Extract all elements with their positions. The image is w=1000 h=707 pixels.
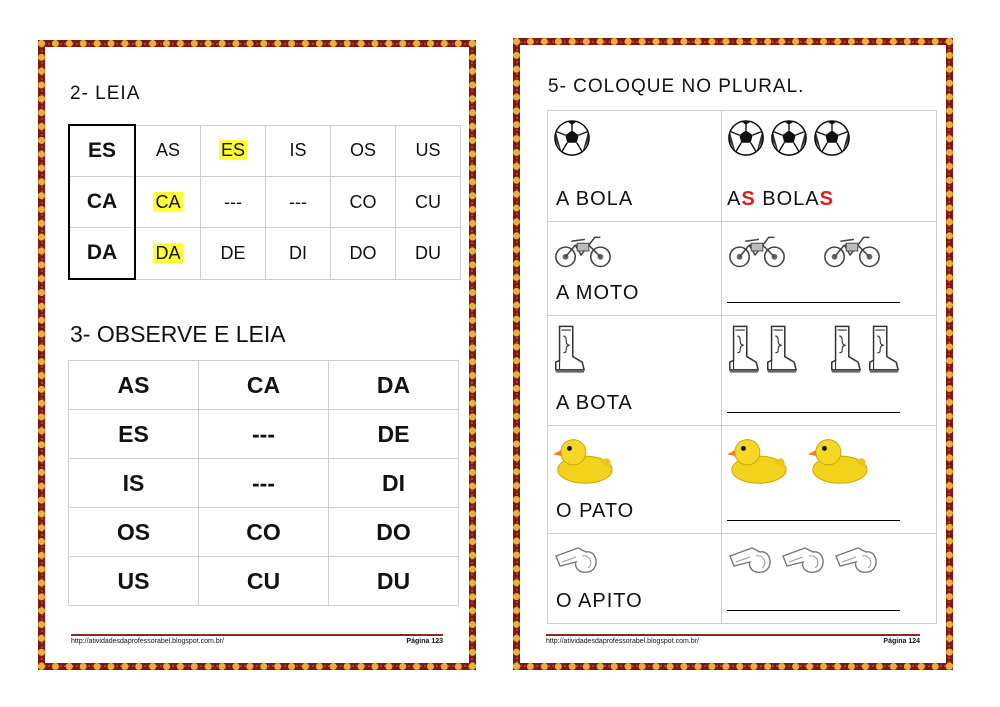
- leia-syllable-cell: [266, 228, 331, 280]
- observe-grid-row: [69, 557, 459, 606]
- highlighted-syllable: CA: [155, 191, 181, 212]
- leia-syllable-cell: [201, 228, 266, 280]
- boot-icon: [552, 324, 586, 374]
- whistle-icon: [832, 542, 882, 576]
- syllable-text: DE: [220, 242, 246, 263]
- section-5-title: 5- COLOQUE NO PLURAL.: [548, 76, 805, 97]
- leia-syllable-cell: [266, 177, 331, 228]
- syllable-text: DU: [415, 242, 441, 263]
- syllable-text: CU: [415, 191, 441, 212]
- observe-syllable-cell: CU: [199, 557, 329, 606]
- answer-blank-line[interactable]: [727, 412, 900, 413]
- motorcycle-icon: [726, 230, 788, 270]
- highlighted-syllable: ES: [220, 140, 245, 161]
- motorcycle-icon: [821, 230, 883, 270]
- plural-answer-text: BOLA: [755, 188, 820, 210]
- singular-picture: [552, 434, 614, 486]
- leia-syllable-cell: [135, 177, 201, 228]
- observe-grid-row: [69, 410, 459, 459]
- syllable-text: CO: [349, 191, 377, 212]
- singular-picture: [552, 230, 614, 270]
- leia-key-syllable: CA: [69, 177, 135, 228]
- plural-cell: [722, 111, 937, 222]
- syllable-text: AS: [155, 140, 180, 161]
- footer-page-number: Página 123: [406, 638, 443, 645]
- whistle-icon: [552, 542, 602, 576]
- section-2-title: 2- LEIA: [70, 83, 141, 104]
- plural-cell[interactable]: [722, 222, 937, 316]
- leia-syllable-cell: [201, 125, 266, 177]
- plural-cell[interactable]: [722, 316, 937, 426]
- leia-syllable-cell: [266, 125, 331, 177]
- worksheet-page-left: [38, 40, 476, 670]
- observe-grid-row: [69, 361, 459, 410]
- plural-cell[interactable]: [722, 426, 937, 534]
- syllable-text: ---: [224, 191, 242, 212]
- plural-suffix-s: S: [819, 188, 834, 210]
- observe-syllable-cell: CA: [199, 361, 329, 410]
- singular-cell: [548, 534, 722, 624]
- observe-syllable-cell: US: [69, 557, 199, 606]
- rubber-duck-icon: [552, 434, 614, 486]
- syllable-text: IS: [289, 140, 307, 161]
- boot-icon: [866, 324, 900, 374]
- syllable-text: DI: [289, 242, 307, 263]
- plural-picture: [726, 230, 883, 270]
- singular-cell: [548, 426, 722, 534]
- plural-picture: [726, 542, 882, 576]
- observe-syllable-cell: OS: [69, 508, 199, 557]
- observe-grid-row: [69, 508, 459, 557]
- singular-word: O PATO: [556, 500, 635, 522]
- observe-syllable-cell: ---: [199, 459, 329, 508]
- leia-syllable-cell: [396, 228, 461, 280]
- rubber-duck-icon: [726, 434, 788, 486]
- singular-word: A BOTA: [556, 392, 633, 414]
- plural-answer-text: A: [727, 188, 742, 210]
- syllable-text: DO: [349, 242, 377, 263]
- plural-picture: [726, 119, 852, 157]
- footer-url[interactable]: http://atividadesdaprofessorabel.blogspot.com.br/: [71, 638, 224, 645]
- observe-syllable-cell: AS: [69, 361, 199, 410]
- boot-icon: [726, 324, 760, 374]
- answer-blank-line[interactable]: [727, 520, 900, 521]
- syllable-text: US: [415, 140, 441, 161]
- motorcycle-icon: [552, 230, 614, 270]
- leia-grid-row: [69, 228, 461, 280]
- leia-syllable-cell: [331, 125, 396, 177]
- leia-syllable-cell: [135, 228, 201, 280]
- leia-syllable-cell: [201, 177, 266, 228]
- observe-syllable-cell: ---: [199, 410, 329, 459]
- observe-syllable-cell: ES: [69, 410, 199, 459]
- section-3-title: 3- OBSERVE E LEIA: [70, 321, 286, 347]
- soccer-ball-icon: [812, 119, 852, 157]
- page-footer-left: [71, 634, 443, 645]
- observe-syllable-cell: DI: [329, 459, 459, 508]
- leia-grid-row: [69, 177, 461, 228]
- singular-word: O APITO: [556, 590, 643, 612]
- leia-key-syllable: DA: [69, 228, 135, 280]
- observe-grid-row: [69, 459, 459, 508]
- highlighted-syllable: DA: [155, 242, 181, 263]
- soccer-ball-icon: [726, 119, 766, 157]
- boot-icon: [764, 324, 798, 374]
- soccer-ball-icon: [552, 119, 592, 157]
- plural-exercise-row: [548, 316, 937, 426]
- plural-cell[interactable]: [722, 534, 937, 624]
- plural-answer: [727, 188, 834, 211]
- syllable-text: OS: [349, 140, 376, 161]
- soccer-ball-icon: [769, 119, 809, 157]
- plural-exercise-row: [548, 426, 937, 534]
- singular-picture: [552, 542, 602, 576]
- leia-syllable-cell: [331, 228, 396, 280]
- singular-cell: [548, 316, 722, 426]
- singular-picture: [552, 119, 592, 157]
- footer-url[interactable]: http://atividadesdaprofessorabel.blogspot.com.br/: [546, 638, 699, 645]
- plural-exercise-row: [548, 111, 937, 222]
- syllable-text: ---: [289, 191, 307, 212]
- plural-exercise-table: [547, 110, 937, 624]
- observe-syllable-cell: DE: [329, 410, 459, 459]
- plural-suffix-s: S: [741, 188, 756, 210]
- singular-word: A BOLA: [556, 188, 634, 210]
- whistle-icon: [779, 542, 829, 576]
- singular-picture: [552, 324, 586, 374]
- singular-word: A MOTO: [556, 282, 640, 304]
- observe-syllable-cell: CO: [199, 508, 329, 557]
- leia-key-syllable: ES: [69, 125, 135, 177]
- observe-syllable-cell: DA: [329, 361, 459, 410]
- singular-cell: [548, 222, 722, 316]
- leia-syllable-cell: [396, 177, 461, 228]
- observe-syllable-cell: DO: [329, 508, 459, 557]
- answer-blank-line[interactable]: [727, 610, 900, 611]
- plural-picture: [726, 324, 900, 374]
- leia-syllable-cell: [396, 125, 461, 177]
- leia-syllable-cell: [135, 125, 201, 177]
- answer-blank-line[interactable]: [727, 302, 900, 303]
- whistle-icon: [726, 542, 776, 576]
- page-footer-right: [546, 634, 920, 645]
- leia-grid-row: [69, 125, 461, 177]
- leia-syllable-cell: [331, 177, 396, 228]
- plural-exercise-row: [548, 534, 937, 624]
- footer-page-number: Página 124: [883, 638, 920, 645]
- singular-cell: [548, 111, 722, 222]
- observe-syllable-grid: [68, 360, 459, 606]
- plural-picture: [726, 434, 869, 486]
- plural-exercise-row: [548, 222, 937, 316]
- boot-icon: [828, 324, 862, 374]
- rubber-duck-icon: [807, 434, 869, 486]
- observe-syllable-cell: IS: [69, 459, 199, 508]
- leia-syllable-grid: [68, 124, 461, 280]
- worksheet-page-right: [513, 38, 953, 670]
- observe-syllable-cell: DU: [329, 557, 459, 606]
